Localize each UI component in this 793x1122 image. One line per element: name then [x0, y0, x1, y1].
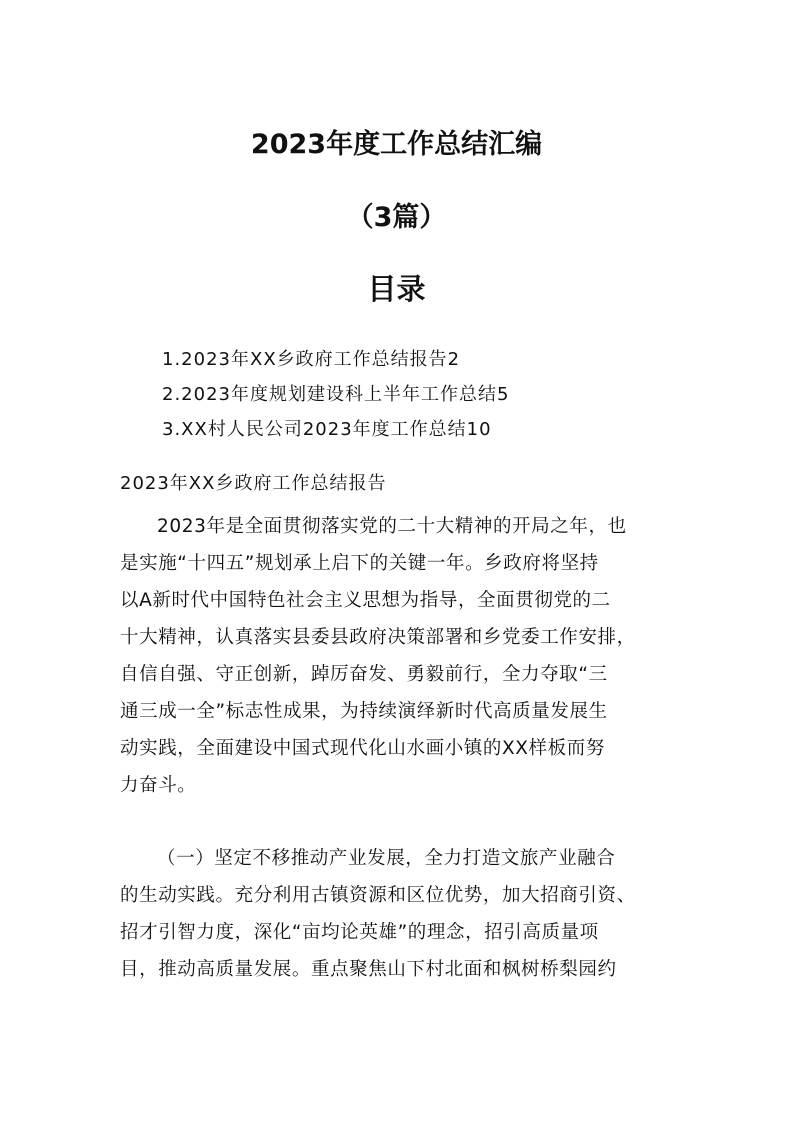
toc-item[interactable]: 3.XX村人民公司2023年度工作总结10 [162, 419, 492, 440]
paragraph-line: 通三成一全”标志性成果，为持续演绎新时代高质量发展生 [120, 701, 608, 722]
toc-item[interactable]: 1.2023年XX乡政府工作总结报告2 [162, 349, 461, 370]
paragraph-line: 自信自强、守正创新，踔厉奋发、勇毅前行，全力夺取“三 [120, 664, 608, 685]
document-title: 2023年度工作总结汇编 [250, 129, 543, 160]
paragraph-line: 十大精神，认真落实县委县政府决策部署和乡党委工作安排， [120, 627, 636, 648]
paragraph-line: 招才引智力度，深化“亩均论英雄”的理念，招引高质量项 [120, 922, 599, 943]
table-of-contents [162, 342, 509, 447]
paragraph-line: 力奋斗。 [120, 775, 197, 796]
document-subtitle: （3篇） [346, 202, 447, 233]
paragraph-line: 以A新时代中国特色社会主义思想为指导，全面贯彻党的二 [120, 590, 611, 611]
paragraph-line: 2023年是全面贯彻落实党的二十大精神的开局之年，也 [157, 516, 627, 537]
section-heading: 2023年XX乡政府工作总结报告 [120, 473, 387, 494]
paragraph-line: （一）坚定不移推动产业发展，全力打造文旅产业融合 [157, 848, 616, 869]
paragraph-line: 的生动实践。充分利用古镇资源和区位优势，加大招商引资、 [120, 885, 636, 906]
paragraph-line: 目，推动高质量发展。重点聚焦山下村北面和枫树桥梨园约 [120, 959, 617, 980]
paragraph-line: 动实践，全面建设中国式现代化山水画小镇的XX样板而努 [120, 738, 605, 759]
paragraph-1 [120, 508, 677, 804]
paragraph-line: 是实施“十四五”规划承上启下的关键一年。乡政府将坚持 [120, 553, 599, 574]
paragraph-2 [120, 840, 677, 988]
toc-title: 目录 [367, 272, 426, 306]
toc-item[interactable]: 2.2023年度规划建设科上半年工作总结5 [162, 384, 510, 405]
